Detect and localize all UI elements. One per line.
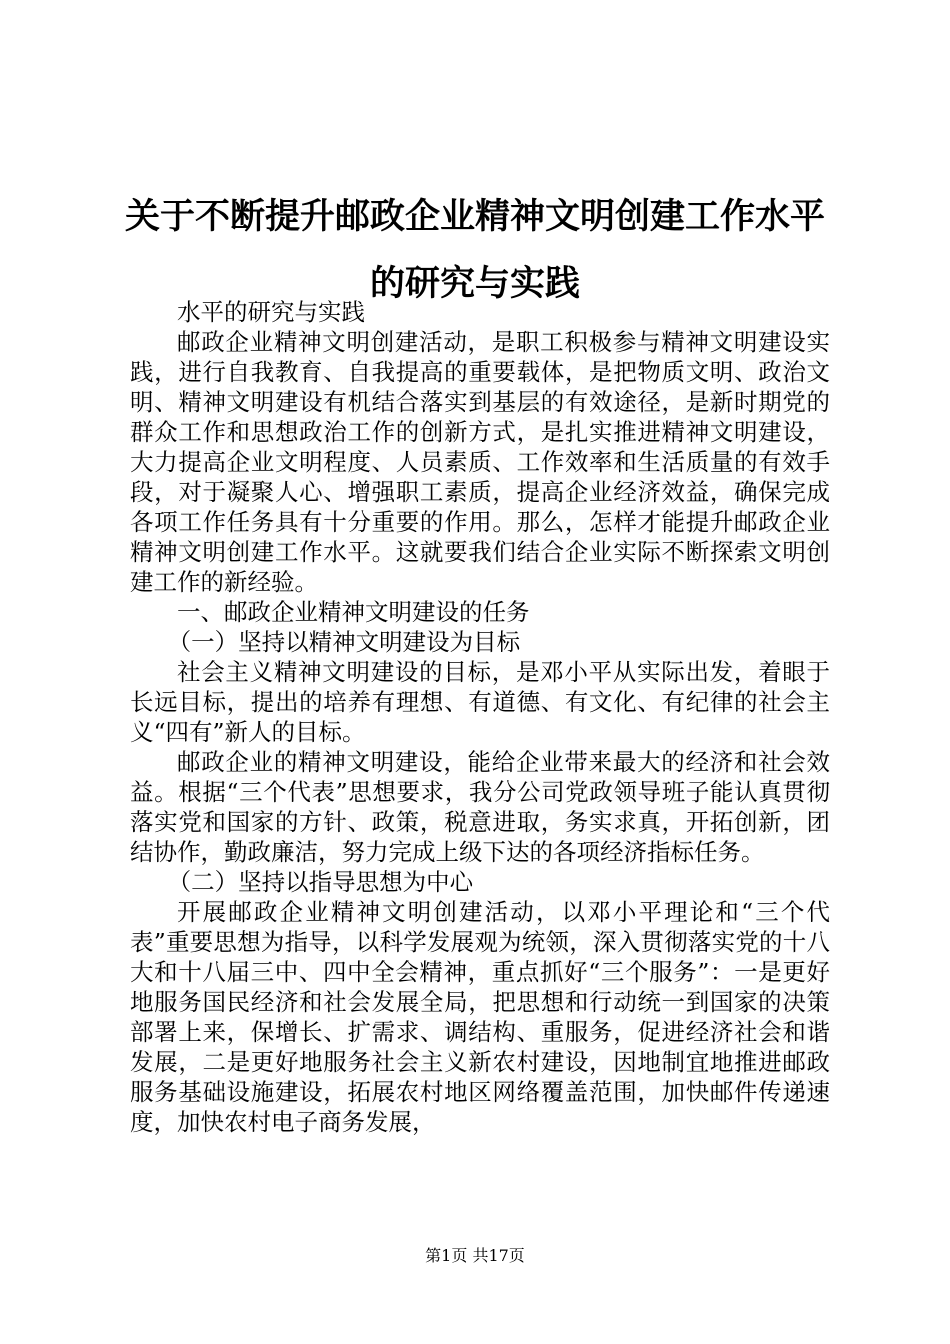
title-line-2: 的研究与实践 [369, 264, 580, 304]
paragraph-goal: 社会主义精神文明建设的目标，是邓小平从实际出发，着眼于长远目标，提出的培养有理想、有道德、有文化、有纪律的社会主义“四有”新人的目标。 [130, 658, 830, 746]
subsection-heading-1: （一）坚持以精神文明建设为目标 [167, 628, 521, 656]
title-line-1: 关于不断提升邮政企业精神文明创建工作水平 [124, 197, 825, 237]
paragraph-benefit: 邮政企业的精神文明建设，能给企业带来最大的经济和社会效益。根据“三个代表”思想要求，我分公司党政领导班子能认真贯彻落实党和国家的方针、政策，税意进取，务实求真，开拓创新，团结协作，勤政廉洁，努力完成上级下达的各项经济指标任务。 [130, 748, 830, 866]
section-heading-1: 一、邮政企业精神文明建设的任务 [177, 598, 530, 626]
paragraph-subtitle: 水平的研究与实践 [177, 298, 365, 326]
subsection-heading-2: （二）坚持以指导思想为中心 [167, 868, 474, 896]
paragraph-intro: 邮政企业精神文明创建活动，是职工积极参与精神文明建设实践，进行自我教育、自我提高的重要载体，是把物质文明、政治文明、精神文明建设有机结合落实到基层的有效途径，是新时期党的群众工作和思想政治工作的创新方式，是扎实推进精神文明建设，大力提高企业文明程度、人员素质、工作效率和生活质量的有效手段，对于凝聚人心、增强职工素质，提高企业经济效益，确保完成各项工作任务具有十分重要的作用。那么，怎样才能提升邮政企业精神文明创建工作水平。这就要我们结合企业实际不断探索文明创建工作的新经验。 [130, 328, 830, 596]
document-body [130, 297, 830, 1137]
paragraph-guidance: 开展邮政企业精神文明创建活动，以邓小平理论和“三个代表”重要思想为指导，以科学发展观为统领，深入贯彻落实党的十八大和十八届三中、四中全会精神，重点抓好“三个服务”：一是更好地服务国民经济和社会发展全局，把思想和行动统一到国家的决策部署上来，保增长、扩需求、调结构、重服务，促进经济社会和谐发展，二是更好地服务社会主义新农村建设，因地制宜地推进邮政服务基础设施建设，拓展农村地区网络覆盖范围，加快邮件传递速度，加快农村电子商务发展， [130, 898, 830, 1136]
page-footer: 第1页 共17页 [425, 1246, 525, 1265]
